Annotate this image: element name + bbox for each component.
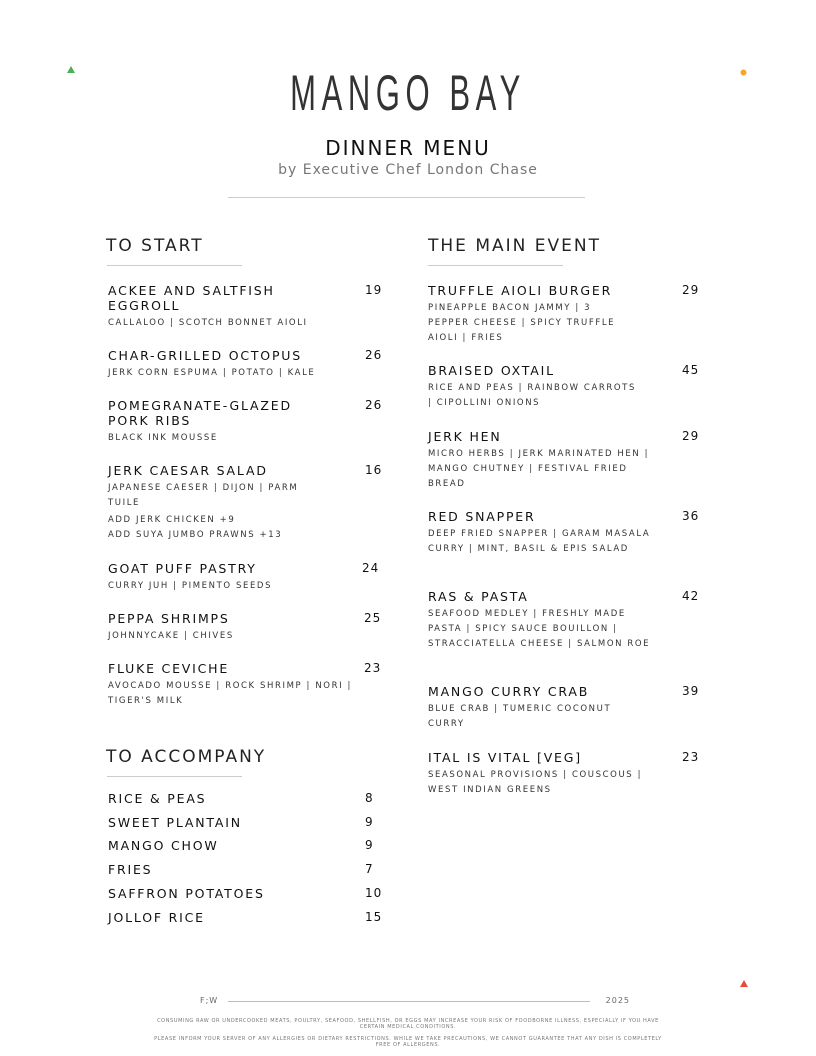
item-price: 9 [365, 838, 374, 852]
item-description: CURRY JUH | PIMENTO SEEDS [108, 581, 273, 591]
item-price: 39 [682, 684, 700, 698]
item-description: JERK CORN ESPUMA | POTATO | KALE [108, 368, 316, 378]
item-price: 29 [682, 283, 700, 297]
section-heading-main-event: THE MAIN EVENT [428, 236, 601, 256]
item-name: POMEGRANATE-GLAZED PORK RIBS [108, 398, 292, 428]
item-description: JOHNNYCAKE | CHIVES [108, 631, 234, 641]
item-addon: ADD SUYA JUMBO PRAWNS +13 [108, 530, 283, 540]
side-item [108, 886, 408, 901]
item-price: 16 [365, 463, 383, 477]
item-addon: ADD JERK CHICKEN +9 [108, 515, 236, 525]
footer-logo: F;W [200, 996, 219, 1005]
item-price: 26 [365, 348, 383, 362]
side-item [108, 862, 408, 877]
item-price: 10 [365, 886, 383, 900]
menu-item [108, 463, 408, 543]
item-price: 26 [365, 398, 383, 412]
orange-dot-icon [740, 69, 747, 76]
side-item [108, 791, 408, 806]
item-price: 23 [682, 750, 700, 764]
item-name: ITAL IS VITAL [VEG] [428, 750, 582, 765]
side-item [108, 815, 408, 830]
menu-item [108, 561, 408, 594]
item-price: 15 [365, 910, 383, 924]
item-name: PEPPA SHRIMPS [108, 611, 230, 626]
menu-item [428, 283, 728, 346]
footer-bar [200, 996, 630, 1008]
footer-divider [228, 1001, 590, 1002]
menu-item [428, 684, 728, 732]
item-name: GOAT PUFF PASTRY [108, 561, 257, 576]
item-name: TRUFFLE AIOLI BURGER [428, 283, 613, 298]
item-name: FLUKE CEVICHE [108, 661, 230, 676]
item-name: CHAR-GRILLED OCTOPUS [108, 348, 302, 363]
menu-item [428, 589, 728, 652]
item-description: PINEAPPLE BACON JAMMY | 3 PEPPER CHEESE | SPICY TRUFFLE AIOLI | FRIES [428, 303, 616, 343]
menu-item [428, 509, 728, 557]
restaurant-brand: MANGO BAY [290, 65, 526, 121]
item-name: RED SNAPPER [428, 509, 536, 524]
item-price: 25 [364, 611, 382, 625]
item-description: MICRO HERBS | JERK MARINATED HEN | MANGO CHUTNEY | FESTIVAL FRIED BREAD [428, 449, 650, 489]
item-name: FRIES [108, 862, 153, 877]
item-name: JERK CAESAR SALAD [108, 463, 268, 478]
red-triangle-icon [740, 980, 748, 988]
item-price: 24 [362, 561, 380, 575]
section-heading-to-start: TO START [106, 236, 204, 256]
item-price: 19 [365, 283, 383, 297]
side-item [108, 910, 408, 925]
menu-item [108, 611, 408, 644]
section-divider [428, 265, 563, 266]
section-heading-to-accompany: TO ACCOMPANY [106, 747, 267, 767]
item-description: SEAFOOD MEDLEY | FRESHLY MADE PASTA | SPICY SAUCE BOUILLON | STRACCIATELLA CHEESE | SALMON ROE [428, 609, 651, 649]
side-item [108, 838, 408, 853]
menu-item [108, 348, 408, 381]
item-price: 29 [682, 429, 700, 443]
green-triangle-icon [67, 66, 75, 74]
item-name: MANGO CURRY CRAB [428, 684, 590, 699]
menu-title: DINNER MENU [325, 136, 491, 160]
item-name: SWEET PLANTAIN [108, 815, 242, 830]
section-divider [107, 265, 242, 266]
section-divider [107, 776, 242, 777]
item-name: MANGO CHOW [108, 838, 219, 853]
menu-item [108, 398, 408, 446]
item-description: RICE AND PEAS | RAINBOW CARROTS | CIPOLLINI ONIONS [428, 383, 636, 408]
item-price: 8 [365, 791, 374, 805]
item-description: CALLALOO | SCOTCH BONNET AIOLI [108, 318, 308, 328]
item-name: SAFFRON POTATOES [108, 886, 265, 901]
menu-item [428, 750, 728, 798]
menu-item [428, 363, 728, 411]
item-price: 42 [682, 589, 700, 603]
allergen-disclaimer: PLEASE INFORM YOUR SERVER OF ANY ALLERGIES OR DIETARY RESTRICTIONS. WHILE WE TAKE PRECAUTIONS, WE CANNOT GUARANTEE THAT ANY DISH IS COMPLETELY FREE OF ALLERGENS. [154, 1036, 662, 1048]
item-name: BRAISED OXTAIL [428, 363, 555, 378]
item-description: SEASONAL PROVISIONS | COUSCOUS | WEST INDIAN GREENS [428, 770, 643, 795]
menu-item [108, 283, 408, 331]
item-price: 45 [682, 363, 700, 377]
food-safety-disclaimer: CONSUMING RAW OR UNDERCOOKED MEATS, POULTRY, SEAFOOD, SHELLFISH, OR EGGS MAY INCREASE YOUR RISK OF FOODBORNE ILLNESS, ESPECIALLY IF YOU HAVE CERTAIN MEDICAL CONDITIONS. [157, 1018, 659, 1030]
chef-byline: by Executive Chef London Chase [278, 162, 538, 178]
item-price: 23 [364, 661, 382, 675]
footer-year: 2025 [605, 996, 630, 1005]
item-name: JOLLOF RICE [108, 910, 205, 925]
header-divider [228, 197, 585, 198]
item-description: BLACK INK MOUSSE [108, 433, 218, 443]
item-description: JAPANESE CAESER | DIJON | PARM TUILE [108, 483, 299, 508]
item-name: RAS & PASTA [428, 589, 529, 604]
item-price: 36 [682, 509, 700, 523]
item-name: RICE & PEAS [108, 791, 207, 806]
item-name: JERK HEN [428, 429, 502, 444]
item-description: DEEP FRIED SNAPPER | GARAM MASALA CURRY | MINT, BASIL & EPIS SALAD [428, 529, 651, 554]
item-name: ACKEE AND SALTFISH EGGROLL [108, 283, 275, 313]
menu-item [428, 429, 728, 492]
item-description: AVOCADO MOUSSE | ROCK SHRIMP | NORI | TIGER'S MILK [108, 681, 352, 706]
menu-item [108, 661, 408, 709]
item-price: 9 [365, 815, 374, 829]
item-price: 7 [365, 862, 374, 876]
item-description: BLUE CRAB | TUMERIC COCONUT CURRY [428, 704, 612, 729]
